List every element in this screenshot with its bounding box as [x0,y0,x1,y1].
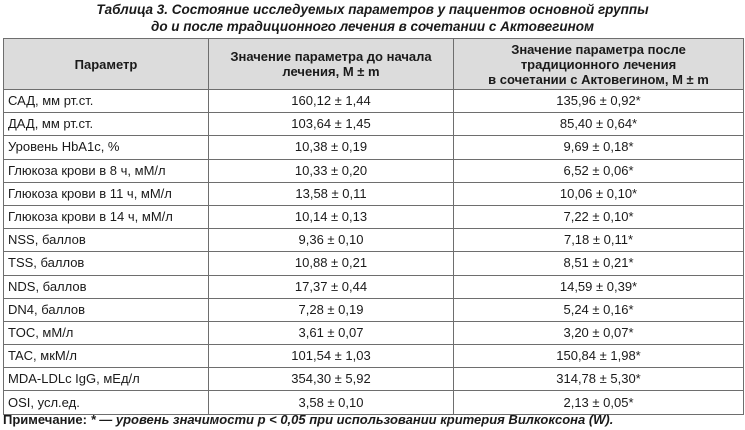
cell-before: 3,58 ± 0,10 [209,391,454,414]
cell-before: 13,58 ± 0,11 [209,182,454,205]
cell-after: 7,18 ± 0,11* [454,229,744,252]
table-row [4,90,744,113]
table-row [4,298,744,321]
header-after-line-2: традиционного лечения [520,56,677,72]
cell-param: Глюкоза крови в 14 ч, мМ/л [4,205,209,228]
cell-after: 5,24 ± 0,16* [454,298,744,321]
cell-param: MDA-LDLc IgG, мЕд/л [4,368,209,391]
cell-before: 101,54 ± 1,03 [209,345,454,368]
table-header-row [4,39,744,90]
cell-before: 103,64 ± 1,45 [209,113,454,136]
caption-line-1: Таблица 3. Состояние исследуемых параметров у пациентов основной группы [96,2,649,17]
header-before [209,39,454,90]
cell-param: TSS, баллов [4,252,209,275]
cell-param: Глюкоза крови в 8 ч, мМ/л [4,159,209,182]
cell-before: 9,36 ± 0,10 [209,229,454,252]
cell-param: OSI, усл.ед. [4,391,209,414]
header-param-label: Параметр [74,56,138,72]
cell-before: 160,12 ± 1,44 [209,90,454,113]
cell-after: 3,20 ± 0,07* [454,321,744,344]
cell-param: САД, мм рт.ст. [4,90,209,113]
table-row [4,136,744,159]
cell-after: 85,40 ± 0,64* [454,113,744,136]
table-row [4,159,744,182]
cell-param: Глюкоза крови в 11 ч, мМ/л [4,182,209,205]
header-before-line-2: лечения, M ± m [282,64,380,79]
footnote-text: * — уровень значимости p < 0,05 при использовании критерия Вилкоксона (W). [86,412,614,427]
cell-before: 10,14 ± 0,13 [209,205,454,228]
cell-param: NDS, баллов [4,275,209,298]
cell-before: 10,38 ± 0,19 [209,136,454,159]
footnote-label: Примечание: [3,412,87,427]
cell-param: Уровень HbA1c, % [4,136,209,159]
cell-param: NSS, баллов [4,229,209,252]
cell-after: 14,59 ± 0,39* [454,275,744,298]
cell-after: 8,51 ± 0,21* [454,252,744,275]
table-row [4,182,744,205]
cell-after: 314,78 ± 5,30* [454,368,744,391]
cell-before: 3,61 ± 0,07 [209,321,454,344]
cell-before: 10,33 ± 0,20 [209,159,454,182]
cell-param: TOC, мМ/л [4,321,209,344]
cell-param: TAC, мкМ/л [4,345,209,368]
header-before-line-1: Значение параметра до начала [230,49,432,64]
header-after-line-1: Значение параметра после [511,41,686,57]
table-row [4,113,744,136]
cell-param: DN4, баллов [4,298,209,321]
table-row [4,252,744,275]
header-after-line-3: в сочетании с Актовегином, M ± m [488,71,709,87]
header-after [454,39,744,90]
table-caption [0,0,745,37]
table-row [4,229,744,252]
cell-before: 354,30 ± 5,92 [209,368,454,391]
table-row [4,275,744,298]
table-footnote [3,411,743,428]
cell-after: 9,69 ± 0,18* [454,136,744,159]
cell-after: 135,96 ± 0,92* [454,90,744,113]
cell-after: 6,52 ± 0,06* [454,159,744,182]
cell-after: 2,13 ± 0,05* [454,391,744,414]
table-row [4,368,744,391]
table-row [4,345,744,368]
cell-before: 17,37 ± 0,44 [209,275,454,298]
caption-line-2: до и после традиционного лечения в сочетании с Актовегином [150,19,595,34]
header-param [4,39,209,90]
table-row [4,321,744,344]
cell-param: ДАД, мм рт.ст. [4,113,209,136]
cell-after: 150,84 ± 1,98* [454,345,744,368]
table-row [4,205,744,228]
cell-before: 10,88 ± 0,21 [209,252,454,275]
cell-after: 10,06 ± 0,10* [454,182,744,205]
cell-after: 7,22 ± 0,10* [454,205,744,228]
results-table [3,38,744,415]
cell-before: 7,28 ± 0,19 [209,298,454,321]
